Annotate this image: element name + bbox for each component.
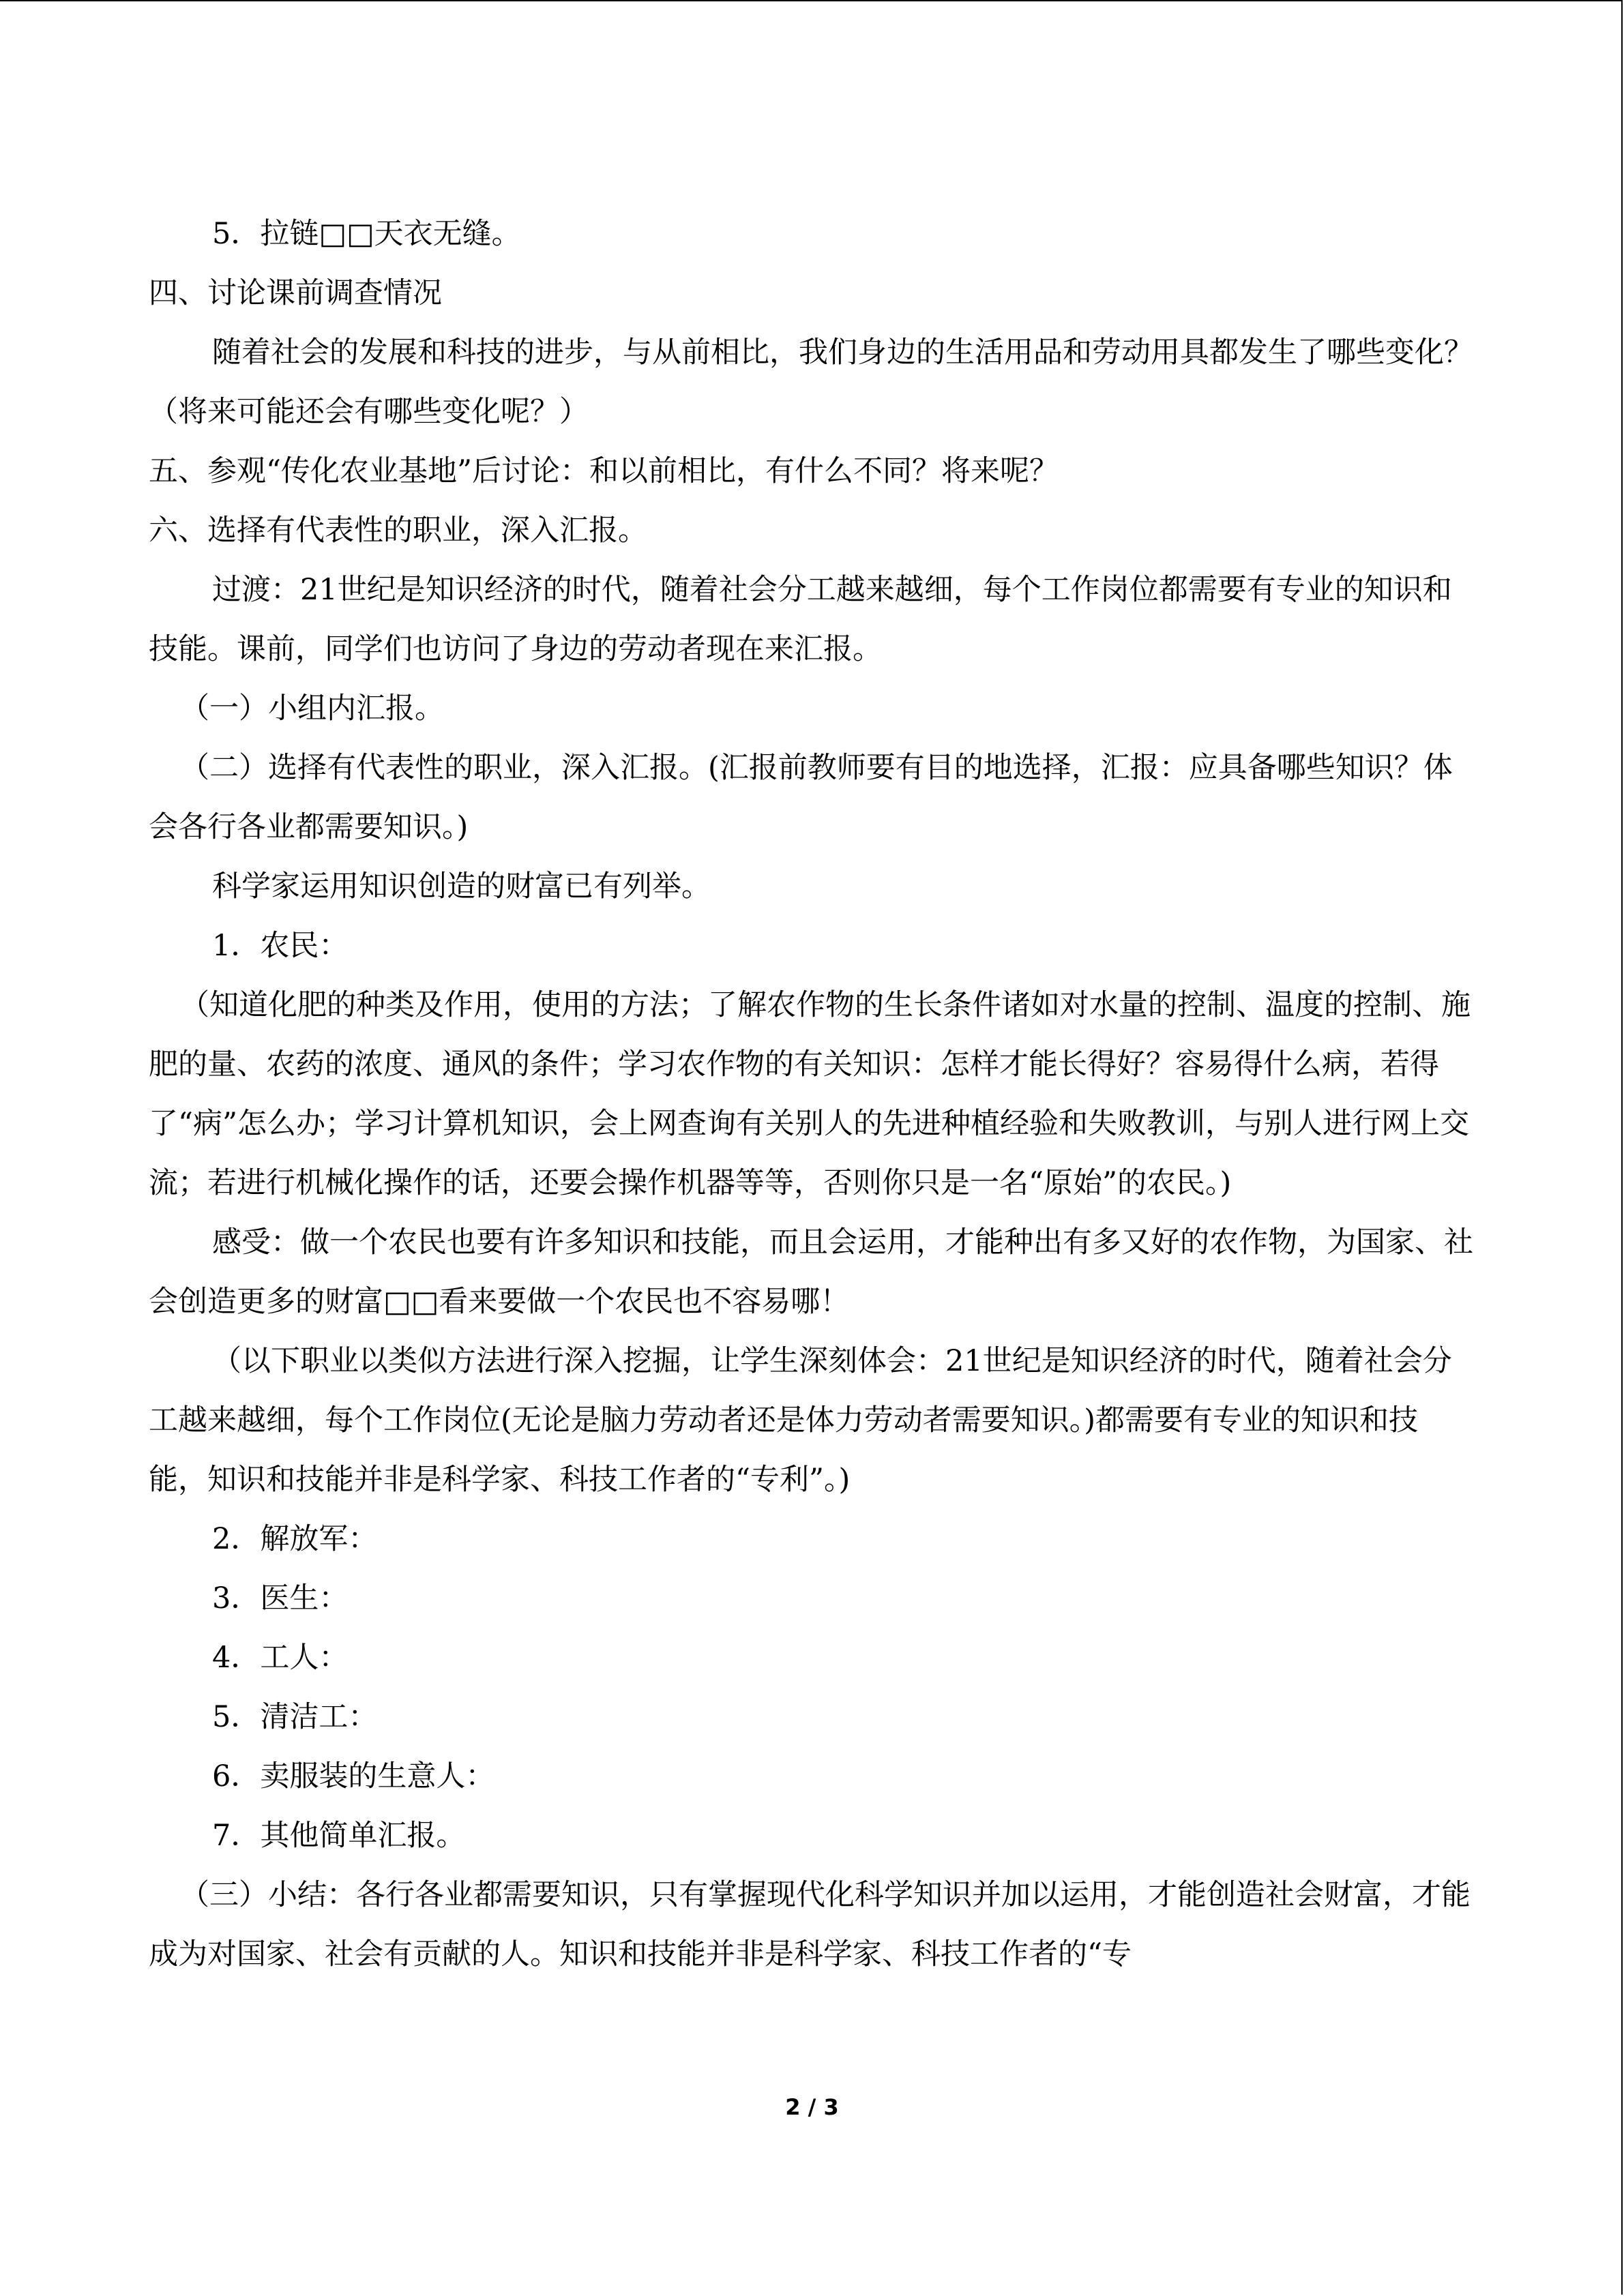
list-item-others: 7．其他简单汇报。	[212, 1819, 466, 1853]
list-item-cleaner: 5．清洁工：	[212, 1700, 378, 1734]
list-item-farmer: 1．农民：	[212, 929, 349, 963]
heading-section-4: 四、讨论课前调查情况	[149, 276, 442, 310]
paragraph-transition: 过渡：21世纪是知识经济的时代，随着社会分工越来越细，每个工作岗位都需要有专业的知识和技能。课前，同学们也访问了身边的劳动者现在来汇报。	[149, 573, 1452, 666]
paragraph-summary: （三）小结：各行各业都需要知识，只有掌握现代化科学知识并加以运用，才能创造社会财富，才能成为对国家、社会有贡献的人。知识和技能并非是科学家、科技工作者的“专	[149, 1878, 1471, 1971]
list-item-soldier: 2．解放军：	[212, 1522, 378, 1556]
list-item-clothing-seller: 6．卖服装的生意人：	[212, 1759, 495, 1793]
paragraph-scientists: 科学家运用知识创造的财富已有列举。	[212, 869, 711, 904]
subheading-group-report: （一）小组内汇报。	[180, 691, 444, 726]
heading-section-5: 五、参观“传化农业基地”后讨论：和以前相比，有什么不同？将来呢？	[149, 454, 1059, 488]
paragraph-zipper: 5．拉链□□天衣无缝。	[212, 217, 521, 251]
paragraph-other-jobs-note: （以下职业以类似方法进行深入挖掘，让学生深刻体会：21世纪是知识经济的时代，随着社会分工越来越细，每个工作岗位(无论是脑力劳动者还是体力劳动者需要知识。)都需要有专业的知识和技能，知识和技能并非是科学家、科技工作者的“专利”。)	[149, 1344, 1452, 1497]
subheading-representative-jobs: （二）选择有代表性的职业，深入汇报。(汇报前教师要有目的地选择，汇报：应具备哪些知识？体会各行各业都需要知识。)	[149, 751, 1453, 844]
document-body	[149, 205, 1477, 1984]
page-number: 2 / 3	[785, 2094, 839, 2120]
paragraph-farmer-knowledge: （知道化肥的种类及作用，使用的方法；了解农作物的生长条件诸如对水量的控制、温度的控制、施肥的量、农药的浓度、通风的条件；学习农作物的有关知识：怎样才能长得好？容易得什么病，若得了“病”怎么办；学习计算机知识，会上网查询有关别人的先进种植经验和失败教训，与别人进行网上交流；若进行机械化操作的话，还要会操作机器等等，否则你只是一名“原始”的农民。)	[149, 988, 1471, 1200]
list-item-worker: 4．工人：	[212, 1641, 349, 1675]
list-item-doctor: 3．医生：	[212, 1581, 349, 1615]
paragraph-changes: 随着社会的发展和科技的进步，与从前相比，我们身边的生活用品和劳动用具都发生了哪些变化？（将来可能还会有哪些变化呢？）	[149, 336, 1473, 429]
heading-section-6: 六、选择有代表性的职业，深入汇报。	[149, 513, 647, 548]
paragraph-feeling: 感受：做一个农民也要有许多知识和技能，而且会运用，才能种出有多又好的农作物，为国家、社会创造更多的财富□□看来要做一个农民也不容易哪！	[149, 1225, 1473, 1319]
